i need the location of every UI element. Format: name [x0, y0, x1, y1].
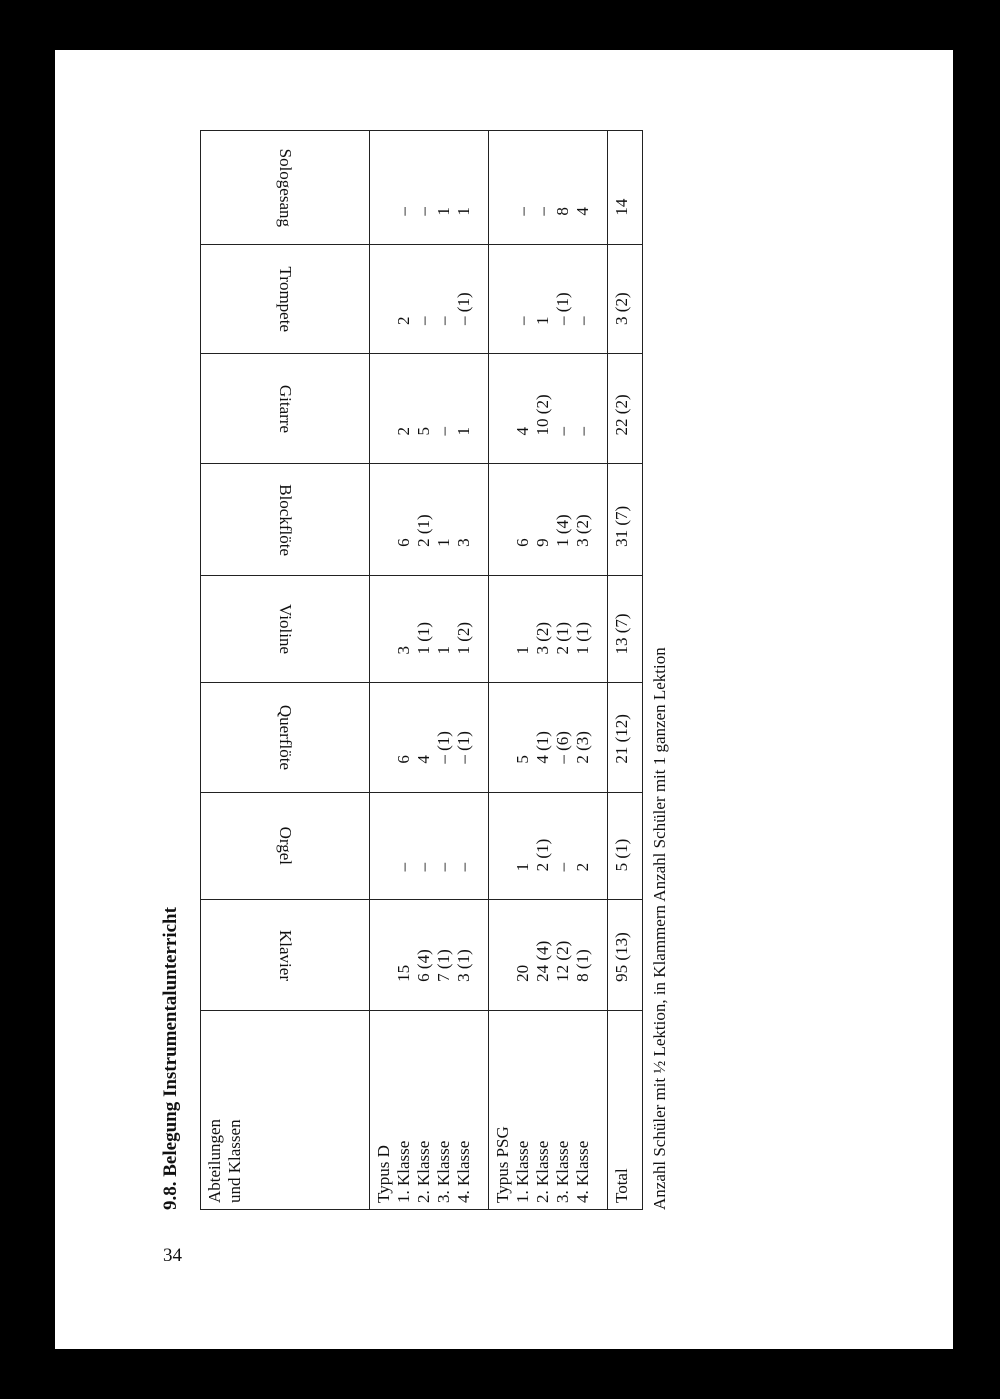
cell-value: 1: [434, 538, 453, 547]
cell-value: –: [414, 207, 433, 216]
cell-value: 1: [533, 316, 552, 325]
cell-value: 6: [394, 538, 413, 547]
cell-value: 4: [414, 755, 433, 764]
cell-value: 6: [394, 755, 413, 764]
total-value: 31 (7): [608, 464, 643, 575]
cell-value: –: [513, 207, 532, 216]
total-label: Total: [608, 1010, 643, 1209]
row-label: 4. Klasse: [454, 1140, 473, 1203]
group-labels: [489, 1010, 608, 1209]
cell-value: – (1): [434, 731, 453, 764]
row-label: 1. Klasse: [394, 1140, 413, 1203]
row-label: 2. Klasse: [533, 1140, 552, 1203]
cell-value: 3 (2): [533, 621, 552, 655]
header-row: [201, 131, 370, 1210]
cell-value: –: [434, 426, 453, 436]
row-label: 3. Klasse: [553, 1140, 572, 1203]
col-header-blockfloete: [201, 464, 370, 575]
rotated-content: [160, 130, 680, 1210]
cell-value: 8 (1): [573, 949, 592, 982]
cell-value: 2 (1): [414, 514, 433, 547]
cell-value: 1: [434, 207, 453, 216]
total-value: 3 (2): [608, 244, 643, 353]
total-value: 5 (1): [608, 792, 643, 900]
cell-group: [370, 353, 489, 464]
total-value: 22 (2): [608, 353, 643, 464]
cell-value: 7 (1): [434, 949, 453, 982]
cell-value: –: [414, 316, 433, 325]
col-header-label: Violine: [276, 604, 295, 655]
cell-value: 2: [394, 316, 413, 325]
cell-value: –: [454, 862, 473, 872]
col-header-orgel: [201, 792, 370, 900]
cell-value: 12 (2): [553, 940, 572, 982]
cell-group: [489, 353, 608, 464]
cell-value: 1: [513, 646, 532, 655]
cell-group: [489, 464, 608, 575]
cell-value: 6 (4): [414, 949, 433, 982]
cell-value: 3: [394, 646, 413, 655]
cell-value: 9: [533, 538, 552, 547]
cell-value: 1 (4): [553, 514, 572, 547]
cell-value: – (1): [454, 292, 473, 325]
cell-value: – (6): [553, 731, 572, 764]
row-label: 3. Klasse: [434, 1140, 453, 1203]
cell-value: –: [573, 426, 592, 436]
cell-group: [370, 131, 489, 245]
cell-group: [370, 464, 489, 575]
total-row: [608, 131, 643, 1210]
cell-value: 24 (4): [533, 940, 552, 982]
cell-value: –: [553, 426, 572, 436]
cell-group: [489, 244, 608, 353]
col-header-label: Klavier: [276, 929, 295, 981]
cell-group: [370, 792, 489, 900]
group-labels: [370, 1010, 489, 1209]
cell-value: 1: [454, 207, 473, 216]
cell-value: 10 (2): [533, 394, 552, 436]
cell-value: 4: [513, 426, 532, 436]
cell-value: 1 (1): [573, 621, 592, 655]
cell-value: 1 (1): [414, 621, 433, 655]
section-title: 9.8. Belegung Instrumentalunterricht: [160, 907, 181, 1210]
instrument-table: [200, 130, 643, 1210]
col-header-label: Sologesang: [276, 148, 295, 227]
table-footnote: Anzahl Schüler mit ½ Lektion, in Klammern Anzahl Schüler mit 1 ganzen Lektion: [650, 647, 669, 1210]
header-first: [201, 1010, 370, 1209]
col-header-label: Gitarre: [276, 384, 295, 433]
page-number: 34: [163, 1245, 182, 1266]
cell-value: –: [434, 862, 453, 872]
cell-value: 2 (3): [573, 731, 592, 764]
cell-value: –: [434, 316, 453, 325]
cell-group: [489, 575, 608, 683]
row-label: Typus PSG: [493, 1126, 512, 1203]
col-header-klavier: [201, 900, 370, 1011]
cell-value: –: [414, 862, 433, 872]
col-header-gitarre: [201, 353, 370, 464]
cell-group: [489, 792, 608, 900]
col-header-sologesang: [201, 131, 370, 245]
cell-group: [489, 900, 608, 1011]
total-value: 14: [608, 131, 643, 245]
cell-value: 3 (2): [573, 514, 592, 547]
cell-value: 1: [454, 426, 473, 436]
header-first-line: und Klassen: [225, 1119, 244, 1203]
cell-value: –: [513, 316, 532, 325]
cell-group: [370, 683, 489, 792]
cell-value: 1: [434, 646, 453, 655]
cell-value: 3 (1): [454, 949, 473, 982]
cell-value: –: [394, 862, 413, 872]
group-row-typus-d: [370, 131, 489, 1210]
cell-value: 5: [414, 426, 433, 436]
cell-value: 6: [513, 538, 532, 547]
cell-value: –: [533, 207, 552, 216]
total-value: 13 (7): [608, 575, 643, 683]
col-header-label: Trompete: [276, 266, 295, 332]
cell-value: –: [394, 207, 413, 216]
row-label: 2. Klasse: [414, 1140, 433, 1203]
row-label: 4. Klasse: [573, 1140, 592, 1203]
cell-group: [370, 244, 489, 353]
col-header-label: Orgel: [276, 826, 295, 866]
cell-group: [489, 131, 608, 245]
cell-value: 1 (2): [454, 621, 473, 655]
cell-value: – (1): [553, 292, 572, 325]
cell-group: [370, 900, 489, 1011]
row-label: 1. Klasse: [513, 1140, 532, 1203]
cell-value: 2: [394, 426, 413, 436]
cell-value: 3: [454, 538, 473, 547]
cell-value: 4 (1): [533, 731, 552, 764]
group-row-typus-psg: [489, 131, 608, 1210]
cell-value: –: [573, 316, 592, 325]
cell-value: 2: [573, 862, 592, 872]
col-header-label: Querflöte: [276, 705, 295, 771]
cell-group: [489, 683, 608, 792]
cell-value: 2 (1): [553, 621, 572, 655]
cell-value: 4: [573, 207, 592, 216]
total-value: 95 (13): [608, 900, 643, 1011]
total-value: 21 (12): [608, 683, 643, 792]
row-label: Typus D: [374, 1145, 393, 1203]
cell-value: –: [553, 862, 572, 872]
col-header-violine: [201, 575, 370, 683]
cell-group: [370, 575, 489, 683]
cell-value: 1: [513, 862, 532, 872]
cell-value: 8: [553, 207, 572, 216]
cell-value: – (1): [454, 731, 473, 764]
col-header-label: Blockflöte: [276, 483, 295, 556]
cell-value: 15: [394, 964, 413, 982]
col-header-trompete: [201, 244, 370, 353]
header-first-line: Abteilungen: [205, 1118, 224, 1203]
col-header-querfloete: [201, 683, 370, 792]
cell-value: 2 (1): [533, 838, 552, 872]
cell-value: 5: [513, 755, 532, 764]
cell-value: 20: [513, 964, 532, 982]
